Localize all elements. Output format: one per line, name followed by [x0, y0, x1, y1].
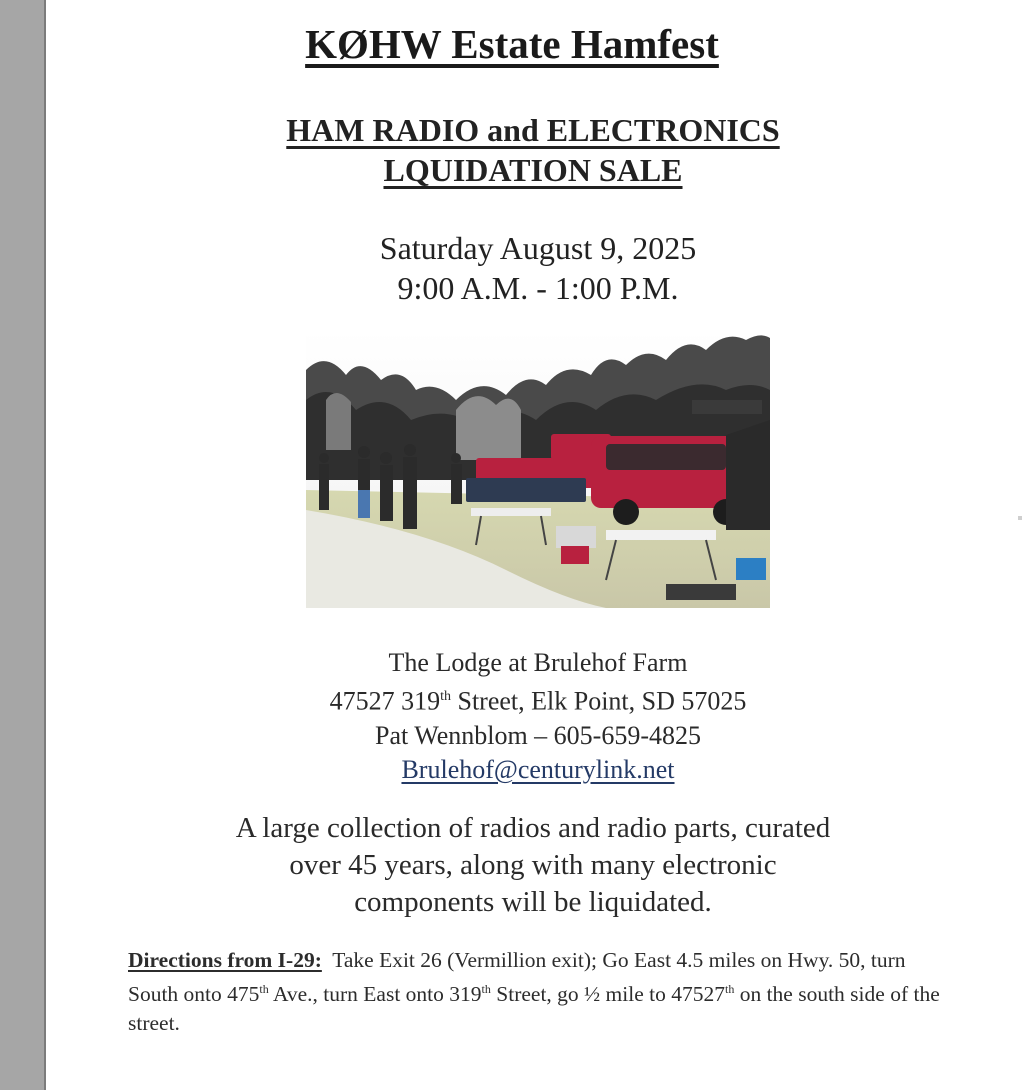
- directions: [128, 946, 958, 1038]
- street-number: 47527 319: [329, 686, 441, 716]
- directions-text-2: Ave., turn East onto 319: [268, 982, 482, 1007]
- street-rest: Street, Elk Point, SD 57025: [450, 686, 747, 716]
- subtitle-line-2: LQUIDATION SALE: [383, 152, 683, 188]
- event-time: 9:00 A.M. - 1:00 P.M.: [397, 270, 679, 306]
- scan-speck: [1018, 516, 1022, 520]
- description-line-2: over 45 years, along with many electronic: [289, 849, 777, 881]
- venue-block: [0, 646, 1024, 787]
- subtitle-line-1: HAM RADIO and ELECTRONICS: [286, 112, 780, 148]
- directions-text-3: Street, go ½ mile to 47527: [490, 982, 725, 1007]
- hamfest-photo: [306, 330, 770, 608]
- ordinal-suffix: th: [724, 982, 735, 996]
- directions-heading: Directions from I-29:: [128, 948, 322, 972]
- venue-name: The Lodge at Brulehof Farm: [388, 648, 688, 677]
- venue-address: [0, 680, 1024, 719]
- description-line-3: components will be liquidated.: [354, 886, 712, 918]
- description-line-1: A large collection of radios and radio parts, curated: [235, 812, 831, 844]
- email-link[interactable]: Brulehof@centurylink.net: [401, 754, 675, 784]
- page-title: KØHW Estate Hamfest: [305, 21, 719, 67]
- event-datetime: [0, 228, 1024, 308]
- ordinal-suffix: th: [440, 689, 451, 704]
- ordinal-suffix: th: [481, 982, 491, 996]
- event-date: Saturday August 9, 2025: [379, 230, 697, 266]
- directions-text-1: Take Exit 26 (Vermillion exit); Go East 4.5 miles on Hwy. 50, turn South onto 475: [128, 948, 911, 1007]
- directions-text-4: on the south side of the street.: [128, 982, 940, 1036]
- venue-contact: Pat Wennblom – 605-659-4825: [374, 720, 701, 750]
- subtitle: [0, 110, 1024, 190]
- description: [0, 810, 1024, 921]
- ordinal-suffix: th: [259, 982, 269, 996]
